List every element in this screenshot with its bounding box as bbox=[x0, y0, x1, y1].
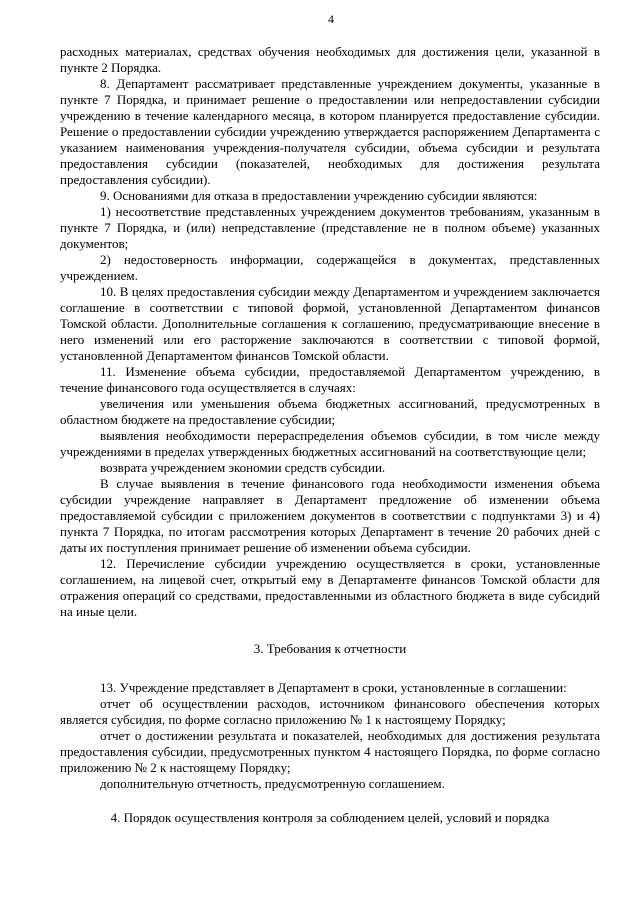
paragraph-item-9: 9. Основаниями для отказа в предоставлении учреждению субсидии являются: bbox=[100, 188, 538, 203]
page-number: 4 bbox=[328, 12, 334, 26]
paragraph-item-11: 11. Изменение объема субсидии, предоставляемой Департаментом учреждению, в течение финансового года осуществляется в случаях: bbox=[60, 364, 600, 395]
paragraph-item-13-report-2: отчет о достижении результата и показателей, необходимых для достижения результата предоставления субсидии, предусмотренных пунктом 4 настоящего Порядка, по форме согласно приложению № 2 к настоящему Порядку; bbox=[60, 728, 600, 775]
paragraph-item-11-case-2: выявления необходимости перераспределения объемов субсидии, в том числе между учреждениями в пределах утвержденных бюджетных ассигнований на соответствующие цели; bbox=[60, 428, 600, 459]
paragraph-item-11-case-1: увеличения или уменьшения объема бюджетных ассигнований, предусмотренных в областном бюджете на предоставление субсидии; bbox=[60, 396, 600, 427]
paragraph-item-12: 12. Перечисление субсидии учреждению осуществляется в сроки, установленные соглашением, на лицевой счет, открытый ему в Департаменте финансов Томской области для отражения операций со средствами, предоставленными из областного бюджета в виде субсидий на иные цели. bbox=[60, 556, 600, 619]
paragraph-item-13-report-1: отчет об осуществлении расходов, источником финансового обеспечения которых является субсидия, по форме согласно приложению № 1 к настоящему Порядку; bbox=[60, 696, 600, 727]
paragraph-item-13-report-3: дополнительную отчетность, предусмотренную соглашением. bbox=[100, 776, 445, 791]
paragraph-item-9-1: 1) несоответствие представленных учреждением документов требованиям, указанным в пункте 7 Порядка, и (или) непредставление (представление не в полном объеме) указанных документов; bbox=[60, 204, 600, 251]
paragraph-continuation: расходных материалах, средствах обучения необходимых для достижения цели, указанной в пункте 2 Порядка. bbox=[60, 44, 600, 75]
paragraph-item-11-procedure: В случае выявления в течение финансового года необходимости изменения объема субсидии учреждение направляет в Департамент предложение об изменении объема предоставляемой субсидии с приложением документов в соответствии с подпунктами 3) и 4) пункта 7 Порядка, по итогам рассмотрения которых Департамент в течение 20 рабочих дней с даты их поступления принимает решение об изменении объема субсидии. bbox=[60, 476, 600, 555]
paragraph-item-8: 8. Департамент рассматривает представленные учреждением документы, указанные в пункте 7 Порядка, и принимает решение о предоставлении или непредоставлении субсидии учреждению в течение календарного месяца, в котором планируется предоставление субсидии. Решение о предоставлении субсидии учреждению утверждается распоряжением Департамента с указанием наименования учреждения-получателя субсидии, объема субсидии и результата предоставления субсидии (показателей, необходимых для достижения результата предоставления субсидии). bbox=[60, 76, 600, 187]
paragraph-item-9-2: 2) недостоверность информации, содержащейся в документах, представленных учреждением. bbox=[60, 252, 600, 283]
section-4-heading: 4. Порядок осуществления контроля за соблюдением целей, условий и порядка bbox=[110, 810, 550, 825]
paragraph-item-11-case-3: возврата учреждением экономии средств субсидии. bbox=[100, 460, 386, 475]
section-3-heading: 3. Требования к отчетности bbox=[253, 641, 407, 656]
paragraph-item-13: 13. Учреждение представляет в Департамент в сроки, установленные в соглашении: bbox=[100, 680, 567, 695]
paragraph-item-10: 10. В целях предоставления субсидии между Департаментом и учреждением заключается соглашение в соответствии с типовой формой, установленной Департаментом финансов Томской области. Дополнительные соглашения к соглашению, предусматривающие внесение в него изменений или его расторжение заключаются в соответствии с типовой формой, установленной Департаментом финансов Томской области. bbox=[60, 284, 600, 363]
